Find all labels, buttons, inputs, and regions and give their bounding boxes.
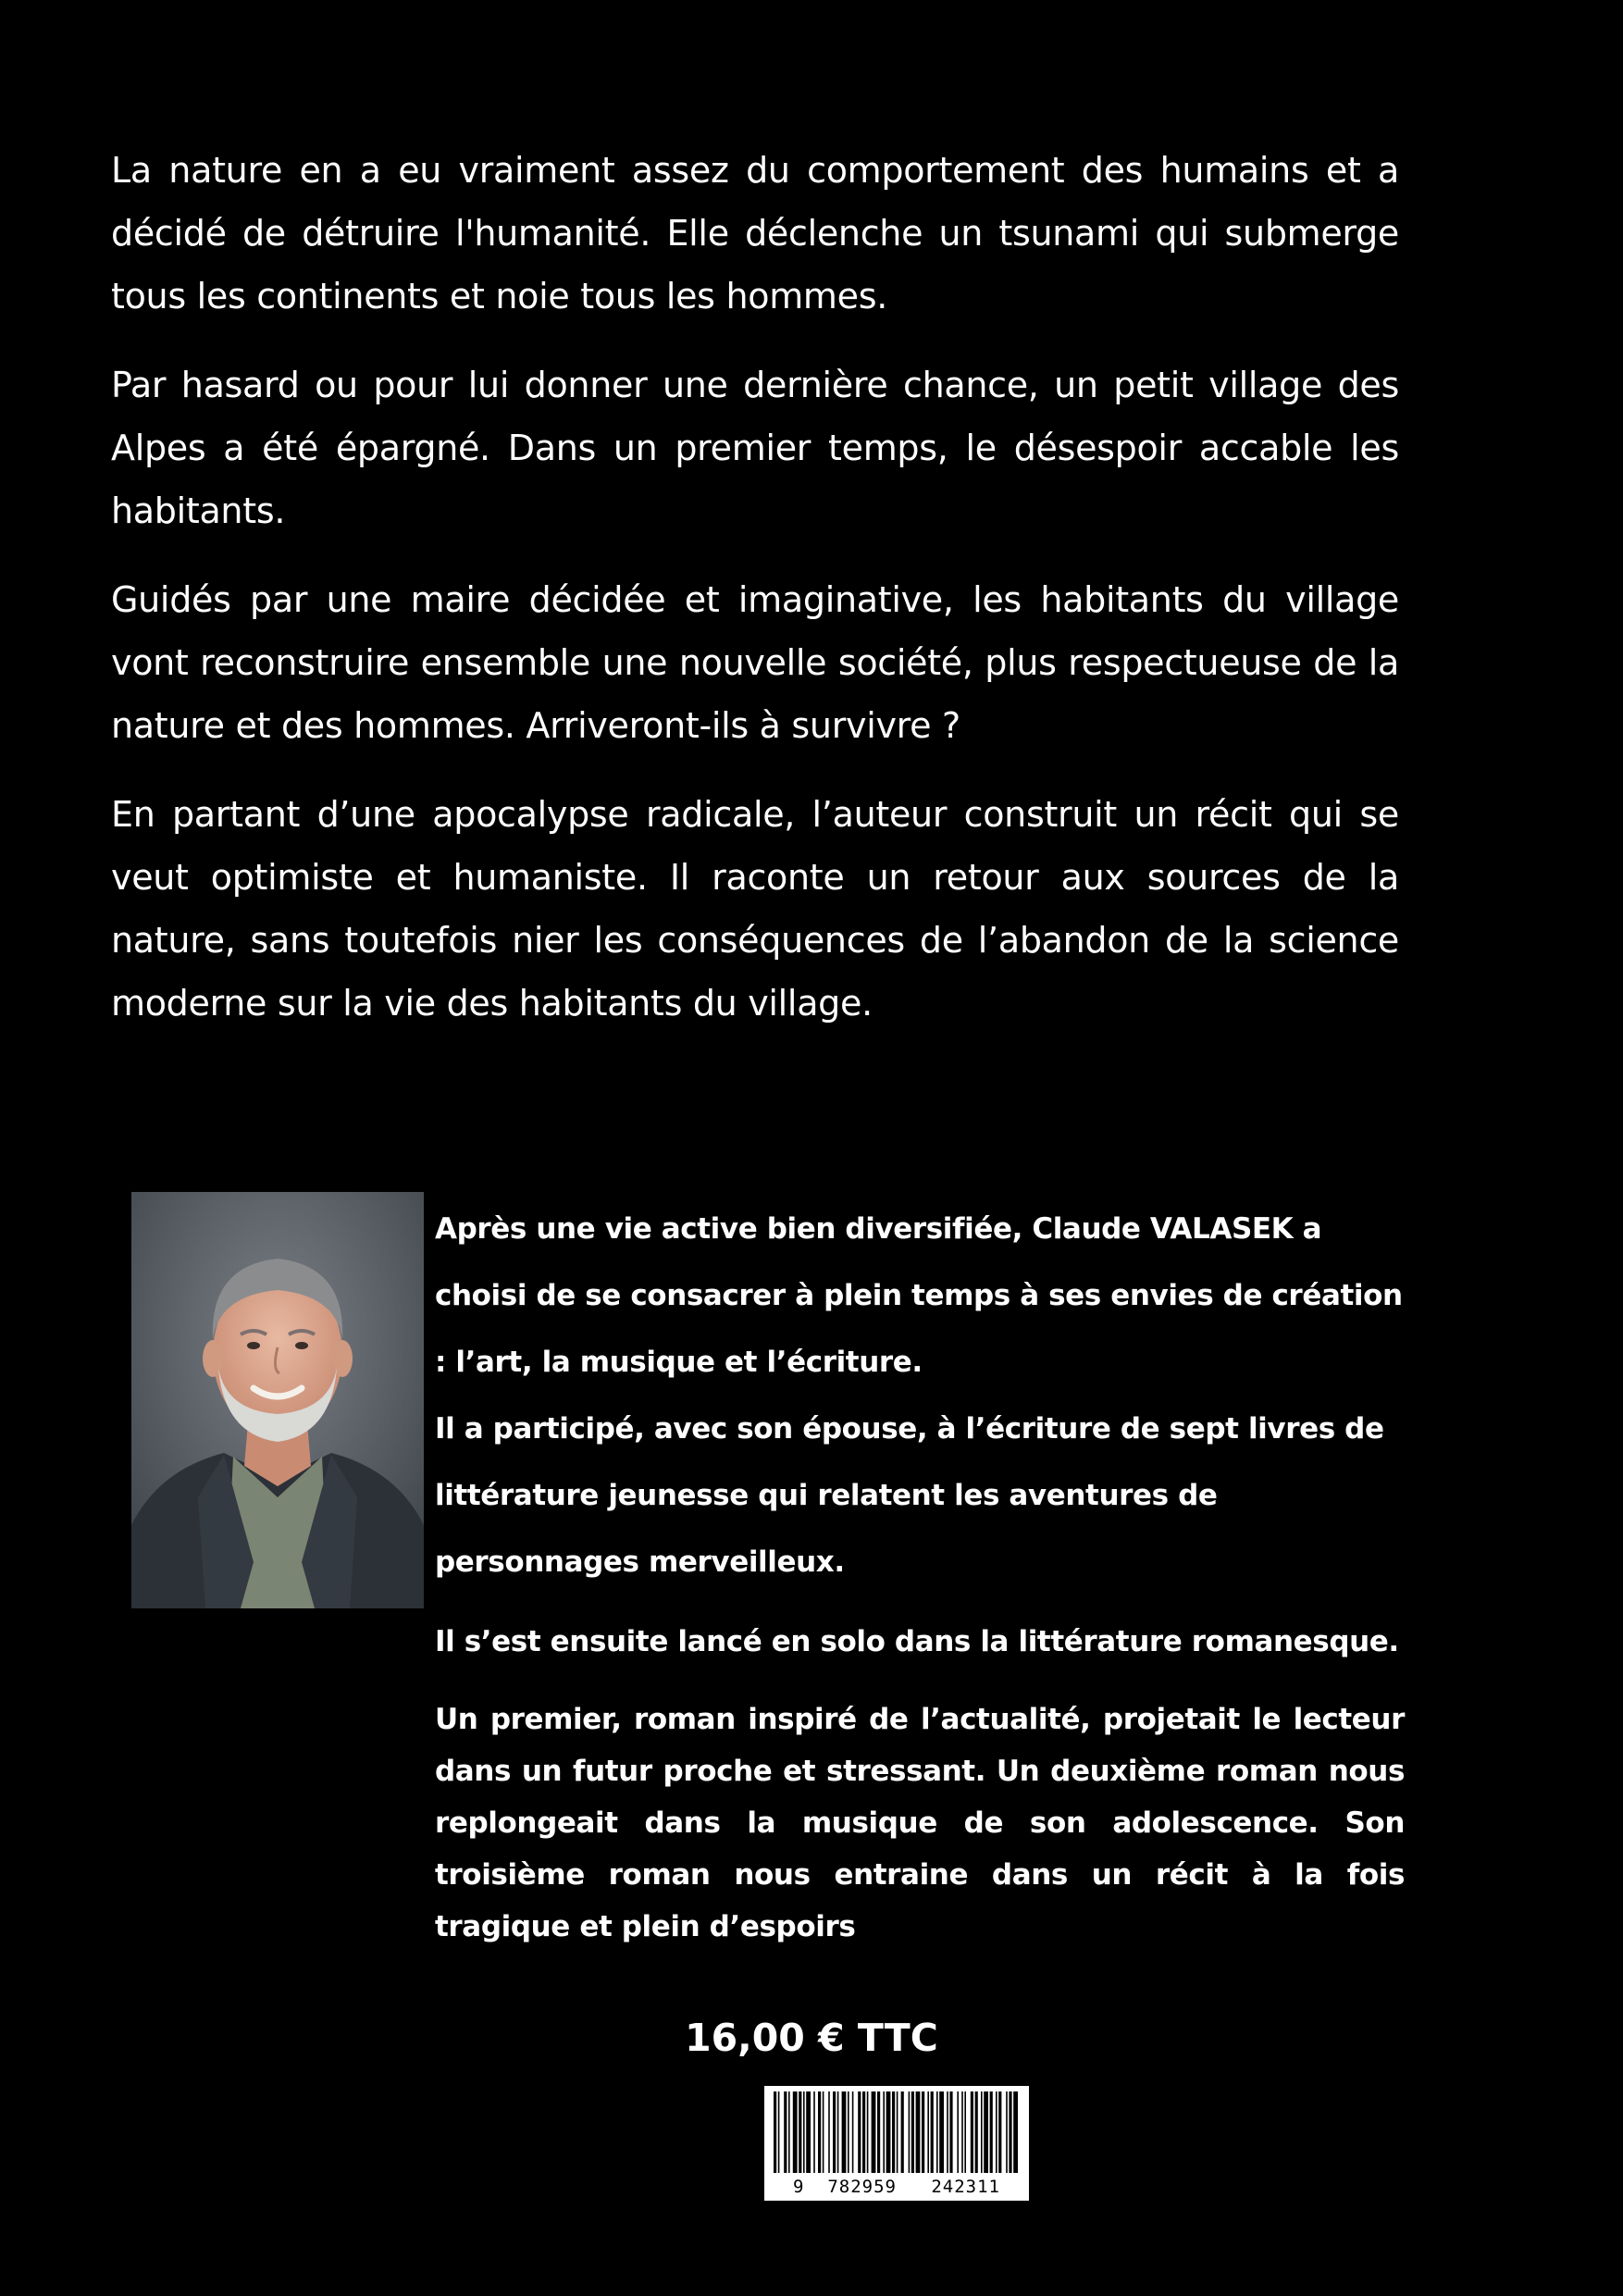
barcode-bar [996, 2091, 997, 2173]
barcode-group-left: 782959 [827, 2177, 897, 2197]
barcode-bar [828, 2091, 830, 2173]
price-label: 16,00 € TTC [685, 2016, 938, 2060]
synopsis-paragraph-3: Guidés par une maire décidée et imaginative, les habitants du village vont reconstruire ensemble une nouvelle société, plus respectueuse de la nature et des hommes. Arriveront-ils à survivre ? [111, 579, 1399, 746]
barcode-bar [818, 2091, 821, 2173]
barcode-bar [806, 2091, 811, 2173]
author-bio-paragraph-3: Il s’est ensuite lancé en solo dans la littérature romanesque. [435, 1625, 1399, 1658]
barcode-bar [897, 2091, 898, 2173]
barcode-bar [971, 2091, 973, 2173]
barcode-bar [852, 2091, 854, 2173]
barcode-bar [911, 2091, 914, 2173]
barcode-bar [867, 2091, 869, 2173]
barcode-bar [961, 2091, 963, 2173]
barcode-bar [998, 2091, 1001, 2173]
synopsis-paragraph-1: La nature en a eu vraiment assez du comportement des humains et a décidé de détruire l'humanité. Elle déclenche un tsunami qui submerge tous les continents et noie tous les hommes. [111, 150, 1399, 316]
barcode-bar [842, 2091, 847, 2173]
barcode-bar [1013, 2091, 1018, 2173]
barcode-bar [1009, 2091, 1011, 2173]
barcode-bar [909, 2091, 911, 2173]
author-portrait-icon [131, 1192, 424, 1608]
barcode-bar [1006, 2091, 1008, 2173]
barcode-bar [862, 2091, 865, 2173]
barcode-bar [886, 2091, 891, 2173]
barcode-bar [788, 2091, 790, 2173]
barcode-bar [990, 2091, 993, 2173]
barcode-bar [837, 2091, 839, 2173]
barcode-bars-icon [764, 2086, 1029, 2178]
barcode-bar [848, 2091, 849, 2173]
barcode-bar [858, 2091, 861, 2173]
barcode-bar [957, 2091, 959, 2173]
barcode-bar [916, 2091, 921, 2173]
barcode-bar [892, 2091, 895, 2173]
author-bio-paragraph-1: Après une vie active bien diversifiée, Claude VALASEK a choisi de se consacrer à plein temps à ses envies de création : l’art, la musique et l’écriture. [435, 1212, 1403, 1379]
barcode-bar [927, 2091, 929, 2173]
barcode-bar [877, 2091, 880, 2173]
author-bio [435, 1196, 1405, 1953]
barcode-bar [964, 2091, 966, 2173]
barcode-bar [922, 2091, 924, 2173]
author-bio-paragraph-4: Un premier, roman inspiré de l’actualité, projetait le lecteur dans un futur proche et stressant. Un deuxième roman nous replongeait dans la musique de son adolescence. Son troisième roman nous entraine dans un récit à la fois tragique et plein d’espoirs [435, 1703, 1405, 1943]
barcode-bar [883, 2091, 885, 2173]
isbn-barcode [764, 2086, 1029, 2201]
barcode-bar [947, 2091, 948, 2173]
barcode-bar [778, 2091, 780, 2173]
barcode-group-right: 242311 [931, 2177, 1000, 2197]
barcode-bar [901, 2091, 904, 2173]
author-bio-paragraph-2: Il a participé, avec son épouse, à l’écriture de sept livres de littérature jeunesse qui relatent les aventures de personnages merveilleux. [435, 1412, 1384, 1579]
barcode-first-digit: 9 [793, 2177, 805, 2197]
barcode-bar [931, 2091, 934, 2173]
author-photo [131, 1192, 424, 1608]
synopsis-paragraph-4: En partant d’une apocalypse radicale, l’auteur construit un récit qui se veut optimiste et humaniste. Il raconte un retour aux sources de la nature, sans toutefois nier les conséquences de l’abandon de la science moderne sur la vie des habitants du village. [111, 794, 1399, 1024]
synopsis-paragraph-2: Par hasard ou pour lui donner une dernière chance, un petit village des Alpes a été épargné. Dans un premier temps, le désespoir accable les habitants. [111, 365, 1399, 531]
barcode-bar [833, 2091, 836, 2173]
barcode-bar [984, 2091, 988, 2173]
barcode-bar [774, 2091, 776, 2173]
barcode-bar [799, 2091, 801, 2173]
barcode-bar [939, 2091, 944, 2173]
synopsis [111, 139, 1399, 1061]
barcode-bar [793, 2091, 798, 2173]
barcode-bar [949, 2091, 952, 2173]
barcode-number [764, 2177, 1029, 2197]
barcode-bar [981, 2091, 983, 2173]
barcode-bar [813, 2091, 815, 2173]
barcode-bar [823, 2091, 824, 2173]
barcode-bar [936, 2091, 938, 2173]
barcode-bar [975, 2091, 978, 2173]
barcode-bar [784, 2091, 787, 2173]
barcode-bar [872, 2091, 876, 2173]
barcode-bar [803, 2091, 805, 2173]
